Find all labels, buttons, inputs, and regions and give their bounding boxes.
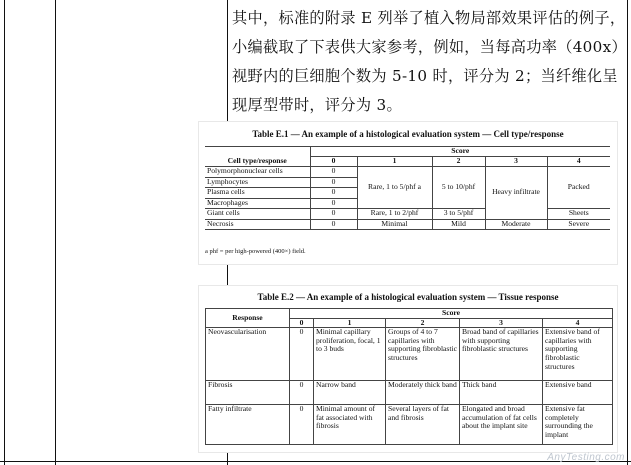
score-col-3: 3	[460, 318, 543, 328]
frame-line	[0, 461, 631, 462]
cell: 0	[310, 209, 357, 220]
cell: Moderately thick band	[386, 381, 460, 405]
cell: Extensive band	[543, 381, 613, 405]
cell: Narrow band	[314, 381, 386, 405]
score-col-1: 1	[357, 157, 432, 167]
row-label: Polymorphonuclear cells	[205, 167, 310, 178]
cell: Broad band of capillaries with supporting fibroblastic structures	[460, 328, 543, 381]
cell: 0	[310, 167, 357, 178]
table-e2	[205, 308, 613, 445]
cell: Minimal amount of fat associated with fibrosis	[314, 405, 386, 445]
row-label: Necrosis	[205, 219, 310, 230]
watermark-text: AnyTesting.com	[547, 452, 625, 463]
score-col-4: 4	[547, 157, 610, 167]
score-col-4: 4	[543, 318, 613, 328]
cell: Minimal	[357, 219, 432, 230]
table-e2-caption: Table E.2 — An example of a histological evaluation system — Tissue response	[257, 292, 559, 302]
row-label: Fatty infiltrate	[206, 405, 290, 445]
cell: Groups of 4 to 7 capillaries with supporting fibroblastic structures	[386, 328, 460, 381]
score-header: Score	[290, 309, 613, 319]
col-header-cell-type: Cell type/response	[205, 147, 310, 167]
merged-cell	[357, 167, 432, 209]
row-label: Fibrosis	[206, 381, 290, 405]
score-header: Score	[310, 147, 610, 157]
row-label: Plasma cells	[205, 188, 310, 199]
score-col-3: 3	[485, 157, 547, 167]
cell: Mild	[432, 219, 485, 230]
table-e1-footnote: a phf = per high-powered (400×) field.	[205, 248, 306, 255]
cell: Extensive band of capillaries with supporting fibroblastic structures	[543, 328, 613, 381]
merged-cell: Packed	[547, 167, 610, 209]
cell: Extensive fat completely surrounding the implant	[543, 405, 613, 445]
merged-cell: Heavy infiltrate	[485, 167, 547, 220]
cell: Thick band	[460, 381, 543, 405]
merged-cell: 5 to 10/phf	[432, 167, 485, 209]
cell-text: Rare, 1 to 5/phf a	[368, 182, 421, 192]
cell: 0	[310, 177, 357, 188]
cell: Rare, 1 to 2/phf	[357, 209, 432, 220]
cell: Elongated and broad accumulation of fat cells about the implant site	[460, 405, 543, 445]
row-label: Lymphocytes	[205, 177, 310, 188]
score-col-2: 2	[432, 157, 485, 167]
cell: 0	[310, 219, 357, 230]
row-label: Giant cells	[205, 209, 310, 220]
frame-line	[55, 0, 56, 465]
cell: Severe	[547, 219, 610, 230]
cell: 0	[290, 328, 314, 381]
table-e1-caption: Table E.1 — An example of a histological evaluation system — Cell type/response	[252, 129, 564, 139]
score-col-2: 2	[386, 318, 460, 328]
cell: 0	[290, 405, 314, 445]
row-label: Neovascularisation	[206, 328, 290, 381]
cell: 0	[310, 198, 357, 209]
cell: Minimal capillary proliferation, focal, 1 to 3 buds	[314, 328, 386, 381]
table-e1-figure	[198, 121, 618, 265]
cell: Moderate	[485, 219, 547, 230]
cell: 0	[310, 188, 357, 199]
cell: Several layers of fat and fibrosis	[386, 405, 460, 445]
score-col-0: 0	[310, 157, 357, 167]
table-e2-figure	[198, 285, 618, 453]
col-header-response: Response	[206, 309, 290, 328]
cell: Sheets	[547, 209, 610, 220]
body-paragraph: 其中，标准的附录 E 列举了植入物局部效果评估的例子，小编截取了下表供大家参考，例如，当每高功率（400x）视野内的巨细胞个数为 5-10 时，评分为 2；当纤维化呈现厚型带时，评分为 3。	[232, 9, 627, 114]
frame-line	[4, 0, 5, 465]
table-e1	[205, 146, 610, 230]
score-col-1: 1	[314, 318, 386, 328]
row-label: Macrophages	[205, 198, 310, 209]
frame-line	[627, 0, 628, 465]
cell: 0	[290, 381, 314, 405]
cell: 3 to 5/phf	[432, 209, 485, 220]
score-col-0: 0	[290, 318, 314, 328]
